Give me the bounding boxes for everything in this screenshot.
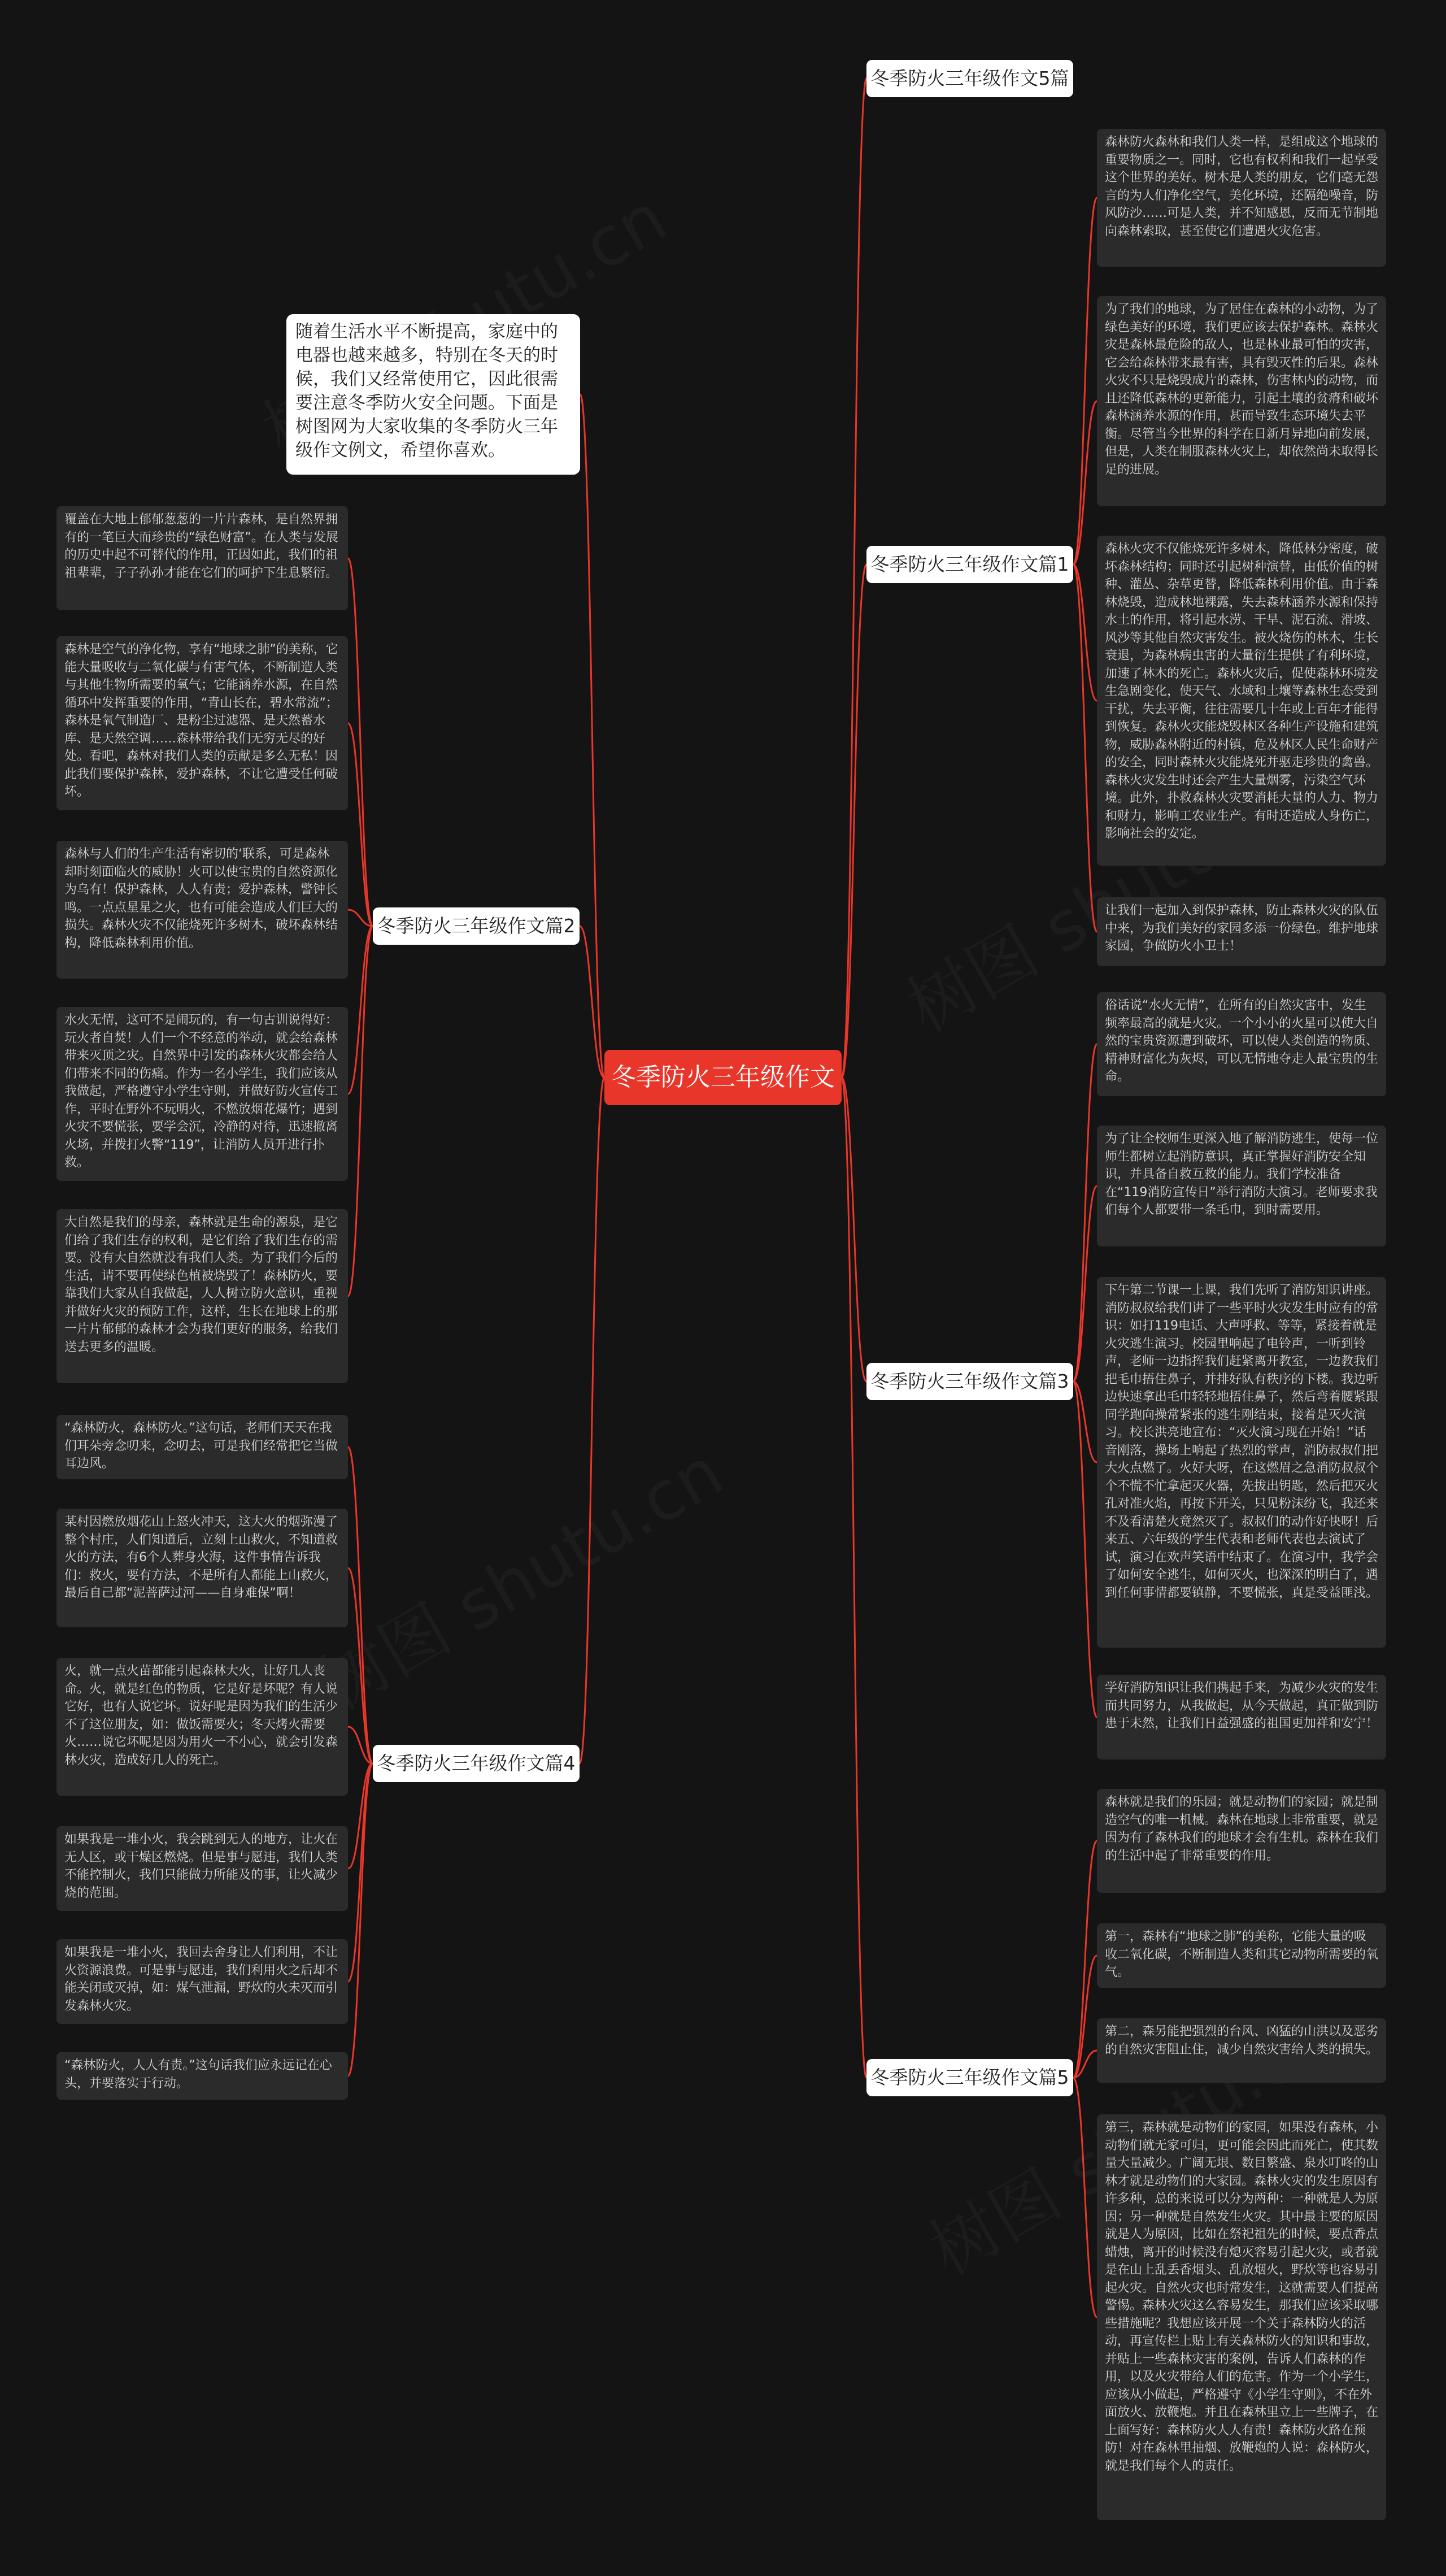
root-topic[interactable]: 冬季防火三年级作文	[604, 1050, 842, 1105]
branch-pian3[interactable]: 冬季防火三年级作文篇3	[866, 1363, 1073, 1400]
leaf-node[interactable]: 森林是空气的净化物，享有“地球之肺”的美称，它能大量吸收与二氧化碳与有害气体，不断制造人类与其他生物所需要的氧气；它能涵养水源，在自然循环中发挥重要的作用，“青山长在，碧水常流”；森林是氧气制造厂、是粉尘过滤器、是天然蓄水库、是天然空调……森林带给我们无穷无尽的好处。看吧，森林对我们人类的贡献是多么无私！因此我们要保护森林，爱护森林，不让它遭受任何破坏。	[56, 636, 348, 810]
connector-line	[1073, 198, 1097, 564]
leaf-node[interactable]: 火，就一点火苗都能引起森林大火，让好几人丧命。火，就是红色的物质，它是好是坏呢？有人说它好，也有人说它坏。说好呢是因为我们的生活少不了这位朋友，如：做饭需要火；冬天烤火需要火……说它坏呢是因为用火一不小心，就会引发森林火灾，造成好几人的死亡。	[56, 1658, 348, 1796]
connector-line	[348, 1763, 373, 1982]
leaf-node[interactable]: 第二，森另能把强烈的台风、凶猛的山洪以及恶劣的自然灾害阻止住，减少自然灾害给人类的损失。	[1097, 2018, 1386, 2083]
connector-line	[1073, 1044, 1097, 1382]
connector-line	[1073, 401, 1097, 564]
leaf-node[interactable]: 如果我是一堆小火，我会跳到无人的地方，让火在无人区，或干燥区燃烧。但是事与愿违，我们人类不能控制火，我们只能做力所能及的事，让火减少烧的范围。	[56, 1826, 348, 1911]
leaf-node[interactable]: 水火无情，这可不是闹玩的，有一句古训说得好：玩火者自焚！人们一个不经意的举动，就会给森林带来灭顶之灾。自然界中引发的森林火灾都会给人们带来不同的伤痛。作为一名小学生，我们应该从我做起，严格遵守小学生守则，并做好防火宣传工作，平时在野外不玩明火，不燃放烟花爆竹；遇到火灾不要慌张，要学会沉，冷静的对待，迅速撤离火场，并拨打火警“119”，让消防人员开进行扑救。	[56, 1007, 348, 1181]
leaf-node[interactable]: 俗话说“水火无情”，在所有的自然灾害中，发生频率最高的就是火灾。一个小小的火星可以使大自然的宝贵资源遭到破坏，可以使人类创造的物质、精神财富化为灰烬，可以无情地夺走人最宝贵的生命。	[1097, 992, 1386, 1096]
leaf-node[interactable]: “森林防火，人人有责。”这句话我们应永远记在心头，并要落实于行动。	[56, 2052, 348, 2100]
connector-line	[348, 926, 373, 1296]
connector-line	[1073, 564, 1097, 932]
connector-line	[1073, 1382, 1097, 1717]
leaf-node[interactable]: 覆盖在大地上郁郁葱葱的一片片森林，是自然界拥有的一笔巨大而珍贵的“绿色财富”。在人类与发展的历史中起不可替代的作用，正因如此，我们的祖祖辈辈，子子孙孙才能在它们的呵护下生息繁衍。	[56, 506, 348, 610]
connector-line	[348, 1447, 373, 1763]
leaf-node[interactable]: 第三，森林就是动物们的家园，如果没有森林，小动物们就无家可归，更可能会因此而死亡，使其数量大量减少。广阔无垠、数目繁盛、泉水叮咚的山林才就是动物们的大家园。森林火灾的发生原因有许多种，总的来说可以分为两种：一种就是人为原因；另一种就是自然发生火灾。其中最主要的原因就是人为原因，比如在祭祀祖先的时候，要点香点蜡烛，离开的时候没有熄灭容易引起火灾，或者就是在山上乱丢香烟头、乱放烟火，野炊等也容易引起火灾。自然火灾也时常发生，这就需要人们提高警惕。森林火灾这么容易发生，那我们应该采取哪些措施呢？我想应该开展一个关于森林防火的活动，再宣传栏上贴上有关森林防火的知识和事故，并贴上一些森林灾害的案例，告诉人们森林的作用，以及火灾带给人们的危害。作为一个小学生，应该从小做起，严格遵守《小学生守则》，不在外面放火、放鞭炮。并且在森林里立上一些牌子，在上面写好：森林防火人人有责！森林防火路在预防！对在森林里抽烟、放鞭炮的人说：森林防火，就是我们每个人的责任。	[1097, 2114, 1386, 2520]
connector-line	[580, 394, 604, 1078]
connector-line	[348, 926, 373, 1094]
branch-pian4[interactable]: 冬季防火三年级作文篇4	[373, 1745, 580, 1782]
branch-5pian[interactable]: 冬季防火三年级作文5篇	[866, 60, 1073, 97]
branch-pian5[interactable]: 冬季防火三年级作文篇5	[866, 2059, 1073, 2096]
connector-line	[580, 1078, 604, 1763]
branch-pian2[interactable]: 冬季防火三年级作文篇2	[373, 907, 580, 945]
leaf-node[interactable]: 森林防火森林和我们人类一样，是组成这个地球的重要物质之一。同时，它也有权利和我们一起享受这个世界的美好。树木是人类的朋友，它们毫无怨言的为人们净化空气，美化环境，还隔绝噪音，防风防沙……可是人类，并不知感恩，反而无节制地向森林索取，甚至使它们遭遇火灾危害。	[1097, 129, 1386, 267]
leaf-node[interactable]: 为了让全校师生更深入地了解消防逃生，使每一位师生都树立起消防意识，真正掌握好消防安全知识，并具备自救互救的能力。我们学校准备在“119消防宣传日”举行消防大演习。老师要求我们每个人都要带一条毛巾，到时需要用。	[1097, 1126, 1386, 1246]
leaf-node[interactable]: 为了我们的地球，为了居住在森林的小动物，为了绿色美好的环境，我们更应该去保护森林。森林火灾是森林最危险的敌人，也是林业最可怕的灾害，它会给森林带来最有害，具有毁灭性的后果。森林火灾不只是烧毁成片的森林，伤害林内的动物，而且还降低森林的更新能力，引起土壤的贫瘠和破坏森林涵养水源的作用，甚而导致生态环境失去平衡。尽管当今世界的科学在日新月异地向前发展，但是，人类在制服森林火灾上，却依然尚未取得长足的进展。	[1097, 296, 1386, 506]
leaf-node[interactable]: 第一，森林有“地球之肺”的美称，它能大量的吸收二氧化碳，不断制造人类和其它动物所需要的氧气。	[1097, 1923, 1386, 1988]
leaf-node[interactable]: 下午第二节课一上课，我们先听了消防知识讲座。消防叔叔给我们讲了一些平时火灾发生时应有的常识：如打119电话、大声呼救、等等，紧接着就是火灾逃生演习。校园里响起了电铃声，一听到铃声，老师一边指挥我们赶紧离开教室，一边教我们把毛巾捂住鼻子，并排好队有秩序的下楼。我边听边快速拿出毛巾轻轻地捂住鼻子，然后弯着腰紧跟同学跑向操常紧张的逃生刚结束，接着是灭火演习。校长洪亮地宣布：“灭火演习现在开始！”话音刚落，操场上响起了热烈的掌声，消防叔叔们把大火点燃了。火好大呀，在这燃眉之急消防叔叔个个不慌不忙拿起灭火器，先拔出钥匙，然后把灭火孔对准火焰，再按下开关，只见粉沫纷飞，我还来不及看清楚火竟然灭了。叔叔们的动作好快呀！后来五、六年级的学生代表和老师代表也去演试了试，演习在欢声笑语中结束了。在演习中，我学会了如何安全逃生，如何灭火，也深深的明白了，遇到任何事情都要镇静，不要慌张，真是受益匪浅。	[1097, 1277, 1386, 1648]
intro-node[interactable]: 随着生活水平不断提高，家庭中的电器也越来越多，特别在冬天的时候，我们又经常使用它，因此很需要注意冬季防火安全问题。下面是树图网为大家收集的冬季防火三年级作文例文，希望你喜欢。	[286, 314, 580, 475]
leaf-node[interactable]: 学好消防知识让我们携起手来，为减少火灾的发生而共同努力，从我做起，从今天做起，真正做到防患于未然，让我们日益强盛的祖国更加祥和安宁！	[1097, 1675, 1386, 1760]
leaf-node[interactable]: “森林防火，森林防火。”这句话，老师们天天在我们耳朵旁念叨来，念叨去，可是我们经常把它当做耳边风。	[56, 1415, 348, 1479]
branch-pian1[interactable]: 冬季防火三年级作文篇1	[866, 546, 1073, 583]
connector-line	[1073, 564, 1097, 701]
leaf-node[interactable]: 森林与人们的生产生活有密切的‘联系，可是森林却时刻面临火的威胁！火可以使宝贵的自然资源化为乌有！保护森林，人人有责；爱护森林，警钟长鸣。一点点星星之火，也有可能会造成人们巨大的损失。森林火灾不仅能烧死许多树木，破坏森林结构，降低森林利用价值。	[56, 841, 348, 979]
leaf-node[interactable]: 大自然是我们的母亲，森林就是生命的源泉，是它们给了我们生存的权利，是它们给了我们生存的需要。没有大自然就没有我们人类。为了我们今后的生活，请不要再使绿色植被烧毁了！森林防火，要靠我们大家从自我做起，人人树立防火意识，重视并做好火灾的预防工作，这样，生长在地球上的那一片片郁郁的森林才会为我们更好的服务，给我们送去更多的温暖。	[56, 1209, 348, 1383]
leaf-node[interactable]: 某村因燃放烟花山上怒火冲天，这大火的烟弥漫了整个村庄，人们知道后，立刻上山救火，不知道救火的方法，有6个人葬身火海，这件事情告诉我们：救火，要有方法，不是所有人都能上山救火，最后自己都“泥菩萨过河——自身难保”啊！	[56, 1509, 348, 1627]
leaf-node[interactable]: 森林就是我们的乐园；就是动物们的家园；就是制造空气的唯一机械。森林在地球上非常重要，就是因为有了森林我们的地球才会有生机。森林在我们的生活中起了非常重要的作用。	[1097, 1789, 1386, 1893]
leaf-node[interactable]: 让我们一起加入到保护森林，防止森林火灾的队伍中来，为我们美好的家园多添一份绿色。维护地球家园，争做防火小卫士！	[1097, 897, 1386, 966]
leaf-node[interactable]: 森林火灾不仅能烧死许多树木，降低林分密度，破坏森林结构；同时还引起树种演替，由低价值的树种、灌丛、杂草更替，降低森林利用价值。由于森林烧毁，造成林地裸露，失去森林涵养水源和保持水土的作用，将引起水涝、干旱、泥石流、滑坡、风沙等其他自然灾害发生。被火烧伤的林木，生长衰退，为森林病虫害的大量衍生提供了有利环境，加速了林木的死亡。森林火灾后，促使森林环境发生急剧变化，使天气、水域和土壤等森林生态受到干扰，失去平衡，往往需要几十年或上百年才能得到恢复。森林火灾能烧毁林区各种生产设施和建筑物，威胁森林附近的村镇，危及林区人民生命财产的安全，同时森林火灾能烧死并驱走珍贵的禽兽。森林火灾发生时还会产生大量烟雾，污染空气环境。此外，扑救森林火灾要消耗大量的人力、物力和财力，影响工农业生产。有时还造成人身伤亡，影响社会的安定。	[1097, 536, 1386, 866]
leaf-node[interactable]: 如果我是一堆小火，我回去舍身让人们利用，不让火资源浪费。可是事与愿违，我们利用火之后却不能关闭或灭掉，如：煤气泄漏，野炊的火未灭而引发森林火灾。	[56, 1939, 348, 2024]
connector-line	[1073, 2078, 1097, 2317]
connector-line	[348, 558, 373, 926]
